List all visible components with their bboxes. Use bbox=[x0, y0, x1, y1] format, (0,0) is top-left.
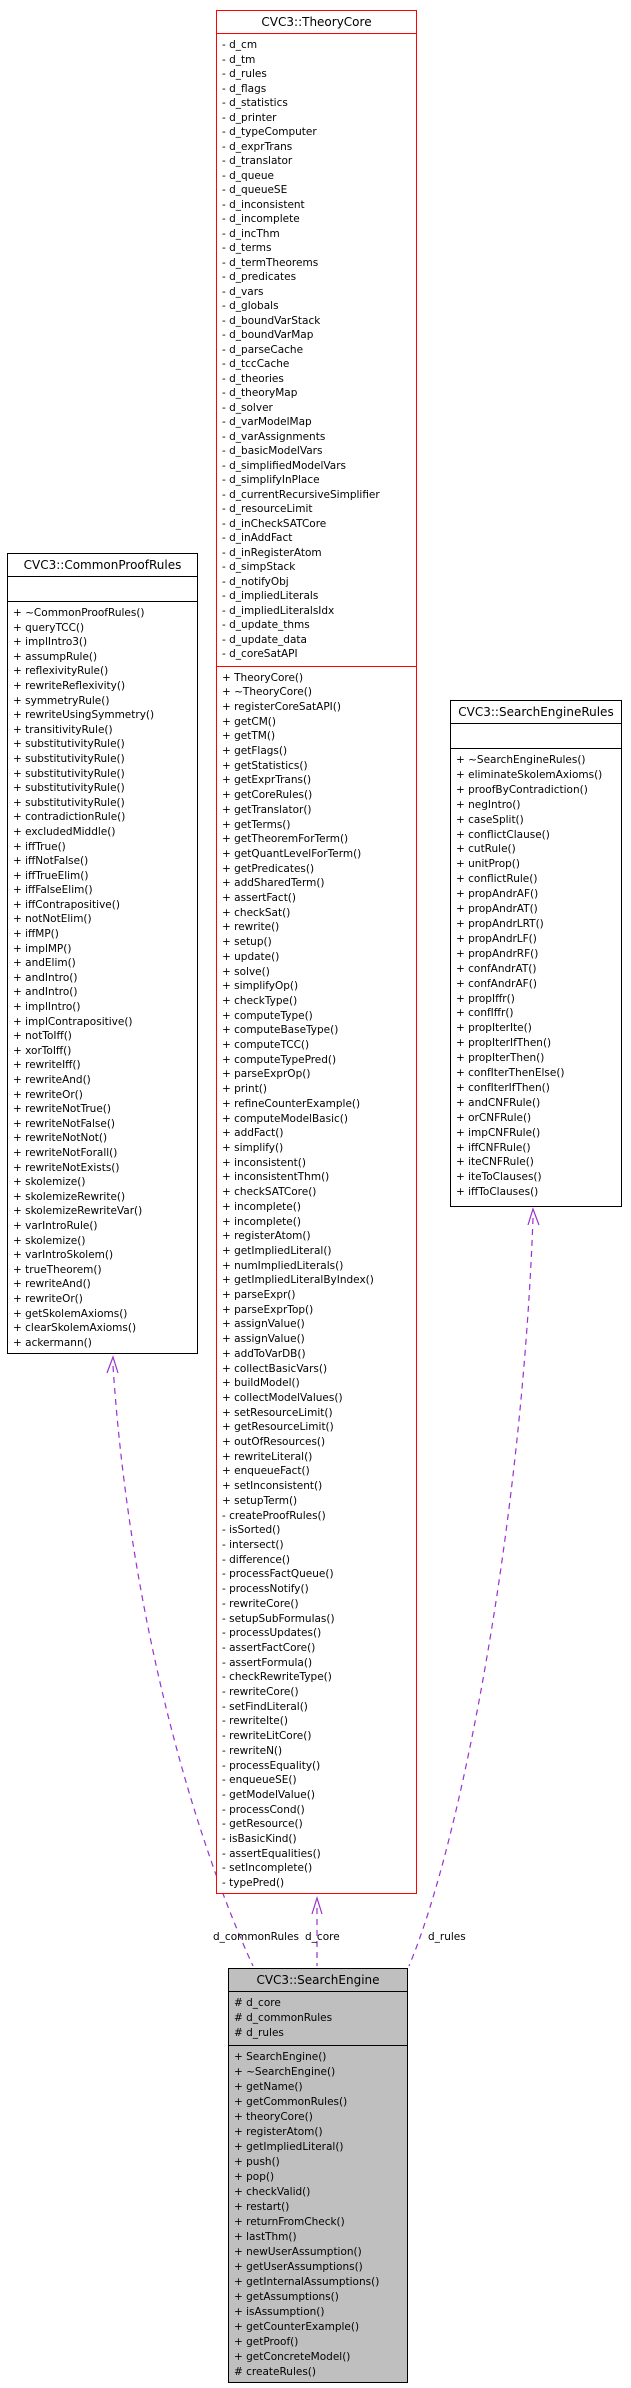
member-row: + update() bbox=[222, 950, 280, 963]
member-row: - d_inCheckSATCore bbox=[222, 517, 327, 530]
member-row: + pop() bbox=[234, 2171, 275, 2183]
class-box-common-proof-rules[interactable] bbox=[7, 553, 198, 1354]
member-row: - d_parseCache bbox=[222, 343, 304, 356]
member-row: + getTerms() bbox=[222, 818, 291, 831]
member-row: + parseExprTop() bbox=[222, 1303, 314, 1316]
member-row: + checkType() bbox=[222, 994, 298, 1007]
member-row: + rewriteOr() bbox=[13, 1088, 83, 1101]
member-row: + substitutivityRule() bbox=[13, 752, 125, 765]
member-row: - d_inAddFact bbox=[222, 532, 293, 544]
member-row: - d_notifyObj bbox=[222, 575, 289, 588]
member-row: + iffMP() bbox=[13, 928, 59, 941]
member-row: + skolemize() bbox=[13, 1234, 86, 1247]
member-row: - assertFormula() bbox=[222, 1656, 313, 1669]
class-box-search-engine[interactable] bbox=[228, 1968, 408, 2383]
member-row: - d_cm bbox=[222, 39, 258, 51]
member-row: + implContrapositive() bbox=[13, 1015, 133, 1028]
member-row: + confIterThenElse() bbox=[456, 1067, 565, 1080]
member-row: + iffNotFalse() bbox=[13, 855, 89, 868]
member-row: - d_rules bbox=[222, 68, 267, 80]
member-row: # d_rules bbox=[234, 2027, 284, 2039]
methods-section-search-engine-rules bbox=[451, 749, 621, 1204]
member-row: + computeModelBasic() bbox=[222, 1112, 348, 1125]
member-row: - d_resourceLimit bbox=[222, 503, 313, 515]
member-row: + getTM() bbox=[222, 730, 276, 743]
class-box-search-engine-rules[interactable] bbox=[450, 700, 622, 1207]
member-row: - checkRewriteType() bbox=[222, 1671, 332, 1684]
member-row: + proofByContradiction() bbox=[456, 783, 588, 796]
member-row: + orCNFRule() bbox=[456, 1111, 532, 1124]
member-row: + varIntroRule() bbox=[13, 1219, 98, 1232]
edge-label-d-rules: d_rules bbox=[428, 1931, 466, 1943]
member-row: + conflictClause() bbox=[456, 828, 550, 841]
member-row: - d_statistics bbox=[222, 97, 288, 109]
member-row: + unitProp() bbox=[456, 858, 520, 871]
member-row: + confIffr() bbox=[456, 1007, 514, 1020]
member-row: + parseExpr() bbox=[222, 1289, 296, 1302]
member-row: - d_currentRecursiveSimplifier bbox=[222, 488, 380, 501]
member-row: + propIterIte() bbox=[456, 1022, 532, 1035]
member-row: - enqueueSE() bbox=[222, 1774, 297, 1787]
member-row: + getConcreteModel() bbox=[234, 2351, 351, 2363]
member-row: + newUserAssumption() bbox=[234, 2246, 362, 2258]
member-row: + queryTCC() bbox=[13, 621, 85, 634]
member-row: - rewriteLitCore() bbox=[222, 1730, 312, 1743]
member-row: - setupSubFormulas() bbox=[222, 1612, 335, 1625]
member-row: - d_tm bbox=[222, 53, 256, 66]
member-row: + propIterIfThen() bbox=[456, 1037, 552, 1050]
member-row: - rewriteIte() bbox=[222, 1715, 288, 1728]
member-row: + negIntro() bbox=[456, 798, 521, 811]
member-row: - d_exprTrans bbox=[222, 140, 293, 153]
member-row: - rewriteCore() bbox=[222, 1597, 299, 1610]
member-row: + getTheoremForTerm() bbox=[222, 833, 349, 846]
member-row: - d_globals bbox=[222, 300, 279, 312]
member-row: + collectBasicVars() bbox=[222, 1362, 328, 1375]
member-row: + rewriteNotFalse() bbox=[13, 1117, 116, 1130]
member-row: + skolemize() bbox=[13, 1176, 86, 1189]
member-row: + getProof() bbox=[234, 2336, 299, 2348]
member-row: + addToVarDB() bbox=[222, 1347, 306, 1360]
member-row: + rewriteIff() bbox=[13, 1059, 81, 1072]
member-row: + implMP() bbox=[13, 942, 72, 955]
member-row: - d_varAssignments bbox=[222, 430, 326, 443]
member-row: + inconsistentThm() bbox=[222, 1171, 330, 1184]
member-row: + checkValid() bbox=[234, 2186, 311, 2198]
member-row: + lastThm() bbox=[234, 2231, 297, 2243]
member-row: + xorToIff() bbox=[13, 1044, 72, 1057]
member-row: - d_predicates bbox=[222, 271, 297, 283]
member-row: + confIterIfThen() bbox=[456, 1081, 550, 1094]
member-row: + getFlags() bbox=[222, 745, 288, 758]
member-row: + assignValue() bbox=[222, 1318, 305, 1331]
member-row: - setFindLiteral() bbox=[222, 1700, 308, 1713]
member-row: + push() bbox=[234, 2156, 280, 2168]
member-row: - createProofRules() bbox=[222, 1509, 326, 1522]
member-row: + propAndrLRT() bbox=[456, 917, 544, 930]
member-row: - d_queue bbox=[222, 169, 274, 182]
member-row: - d_simplifiedModelVars bbox=[222, 459, 347, 472]
member-row: - d_queueSE bbox=[222, 184, 288, 196]
member-row: - d_incomplete bbox=[222, 213, 300, 225]
member-row: + setResourceLimit() bbox=[222, 1406, 333, 1419]
member-row: + substitutivityRule() bbox=[13, 782, 125, 795]
member-row: - d_termTheorems bbox=[222, 256, 319, 269]
member-row: + iffToClauses() bbox=[456, 1186, 539, 1199]
member-row: + reflexivityRule() bbox=[13, 665, 109, 678]
member-row: + setInconsistent() bbox=[222, 1480, 323, 1493]
member-row: + restart() bbox=[234, 2201, 290, 2213]
member-row: + getResourceLimit() bbox=[222, 1421, 334, 1434]
edge-label-d-core: d_core bbox=[305, 1931, 340, 1943]
member-row: + computeTypePred() bbox=[222, 1053, 337, 1066]
member-row: # createRules() bbox=[234, 2366, 316, 2378]
member-row: - d_basicModelVars bbox=[222, 445, 323, 457]
member-row: + transitivityRule() bbox=[13, 723, 113, 736]
member-row: + trueTheorem() bbox=[13, 1263, 102, 1276]
member-row: + checkSat() bbox=[222, 906, 291, 919]
member-row: + outOfResources() bbox=[222, 1436, 326, 1449]
member-row: - getModelValue() bbox=[222, 1788, 315, 1801]
member-row: + buildModel() bbox=[222, 1377, 300, 1390]
member-row: + substitutivityRule() bbox=[13, 738, 125, 751]
member-row: - d_simpStack bbox=[222, 561, 296, 573]
member-row: + rewriteLiteral() bbox=[222, 1450, 313, 1463]
member-row: + excludedMiddle() bbox=[13, 825, 116, 838]
member-row: - d_boundVarMap bbox=[222, 329, 314, 341]
member-row: - d_vars bbox=[222, 285, 264, 298]
member-row: + registerCoreSatAPI() bbox=[222, 700, 341, 713]
member-row: + propAndrRF() bbox=[456, 947, 539, 960]
member-row: - d_terms bbox=[222, 242, 272, 254]
member-row: - processFactQueue() bbox=[222, 1568, 334, 1581]
member-row: + collectModelValues() bbox=[222, 1391, 343, 1404]
member-row: + ~SearchEngine() bbox=[234, 2066, 336, 2078]
member-row: + getImpliedLiteral() bbox=[222, 1244, 332, 1257]
member-row: + getAssumptions() bbox=[234, 2291, 339, 2303]
class-title-search-engine-rules: CVC3::SearchEngineRules bbox=[451, 701, 621, 724]
member-row: + rewriteUsingSymmetry() bbox=[13, 709, 155, 722]
member-row: - d_varModelMap bbox=[222, 416, 312, 428]
member-row: + getExprTrans() bbox=[222, 774, 312, 787]
methods-section-common-proof-rules bbox=[8, 602, 197, 1354]
methods-section-search-engine bbox=[229, 2046, 407, 2384]
attributes-section-theory-core bbox=[217, 34, 416, 667]
member-row: + getStatistics() bbox=[222, 759, 308, 772]
member-row: + symmetryRule() bbox=[13, 694, 110, 707]
member-row: + andIntro() bbox=[13, 971, 78, 984]
member-row: + rewriteNotNot() bbox=[13, 1132, 108, 1145]
member-row: + getTranslator() bbox=[222, 803, 312, 816]
member-row: + computeType() bbox=[222, 1009, 313, 1022]
member-row: + ~TheoryCore() bbox=[222, 686, 312, 699]
member-row: + computeTCC() bbox=[222, 1039, 310, 1052]
member-row: + addFact() bbox=[222, 1127, 284, 1140]
member-row: + andElim() bbox=[13, 957, 76, 970]
member-row: - d_coreSatAPI bbox=[222, 648, 298, 660]
member-row: + numImpliedLiterals() bbox=[222, 1259, 344, 1272]
member-row: + iffTrue() bbox=[13, 840, 66, 853]
member-row: + getCoreRules() bbox=[222, 789, 313, 802]
member-row: + getInternalAssumptions() bbox=[234, 2276, 380, 2288]
member-row: - d_inconsistent bbox=[222, 198, 305, 211]
member-row: + ~SearchEngineRules() bbox=[456, 754, 586, 766]
member-row: + rewriteAnd() bbox=[13, 1074, 91, 1086]
arrowhead-d-rules bbox=[528, 1209, 539, 1225]
member-row: + checkSATCore() bbox=[222, 1186, 317, 1199]
member-row: + isAssumption() bbox=[234, 2306, 325, 2318]
member-row: - typePred() bbox=[222, 1877, 285, 1890]
member-row: - intersect() bbox=[222, 1538, 284, 1551]
member-row: + TheoryCore() bbox=[222, 671, 304, 684]
member-row: + simplify() bbox=[222, 1142, 284, 1154]
member-row: - difference() bbox=[222, 1553, 291, 1566]
member-row: + getCounterExample() bbox=[234, 2321, 360, 2333]
member-row: - d_update_data bbox=[222, 633, 307, 646]
member-row: - d_solver bbox=[222, 401, 273, 414]
member-row: + skolemizeRewriteVar() bbox=[13, 1205, 143, 1218]
member-row: + iteToClauses() bbox=[456, 1171, 542, 1184]
member-row: - d_impliedLiterals bbox=[222, 590, 319, 602]
member-row: - d_simplifyInPlace bbox=[222, 474, 320, 486]
member-row: - d_theories bbox=[222, 372, 284, 385]
member-row: + notToIff() bbox=[13, 1030, 72, 1043]
member-row: + confAndrAT() bbox=[456, 962, 537, 975]
member-row: - d_translator bbox=[222, 155, 293, 167]
member-row: + computeBaseType() bbox=[222, 1024, 339, 1037]
class-title-theory-core: CVC3::TheoryCore bbox=[217, 11, 416, 34]
attributes-section-search-engine-rules bbox=[451, 724, 621, 749]
member-row: + eliminateSkolemAxioms() bbox=[456, 768, 603, 781]
member-row: + rewriteAnd() bbox=[13, 1278, 91, 1291]
member-row: - assertFactCore() bbox=[222, 1641, 316, 1654]
member-row: + returnFromCheck() bbox=[234, 2216, 345, 2228]
member-row: - processUpdates() bbox=[222, 1627, 322, 1640]
member-row: + propAndrAF() bbox=[456, 888, 539, 901]
methods-section-theory-core bbox=[217, 667, 416, 1895]
member-row: - d_impliedLiteralsIdx bbox=[222, 604, 335, 617]
member-row: + rewriteNotTrue() bbox=[13, 1103, 111, 1116]
member-row: + propIffr() bbox=[456, 992, 515, 1005]
member-row: + propAndrLF() bbox=[456, 932, 537, 945]
member-row: + getCM() bbox=[222, 715, 276, 728]
member-row: + notNotElim() bbox=[13, 913, 92, 926]
member-row: + ~CommonProofRules() bbox=[13, 607, 145, 619]
member-row: + iffContrapositive() bbox=[13, 898, 120, 911]
member-row: + assertFact() bbox=[222, 892, 296, 905]
member-row: + cutRule() bbox=[456, 843, 516, 856]
member-row: + andIntro() bbox=[13, 986, 78, 999]
member-row: + substitutivityRule() bbox=[13, 796, 125, 809]
edge-label-d-commonRules: d_commonRules bbox=[213, 1931, 299, 1943]
member-row: + enqueueFact() bbox=[222, 1465, 310, 1478]
member-row: + skolemizeRewrite() bbox=[13, 1190, 126, 1203]
member-row: - d_flags bbox=[222, 82, 267, 95]
member-row: + iffTrueElim() bbox=[13, 869, 89, 882]
member-row: + getQuantLevelForTerm() bbox=[222, 847, 362, 860]
member-row: + getCommonRules() bbox=[234, 2096, 348, 2108]
class-title-search-engine: CVC3::SearchEngine bbox=[229, 1969, 407, 1992]
attributes-section-common-proof-rules bbox=[8, 577, 197, 602]
attributes-section-search-engine bbox=[229, 1992, 407, 2046]
edge-d-rules bbox=[409, 1218, 533, 1966]
member-row: + addSharedTerm() bbox=[222, 877, 325, 890]
member-row: + getImpliedLiteralByIndex() bbox=[222, 1274, 374, 1287]
class-box-theory-core[interactable] bbox=[216, 10, 417, 1894]
member-row: + getUserAssumptions() bbox=[234, 2261, 363, 2273]
member-row: + ackermann() bbox=[13, 1336, 92, 1349]
member-row: - rewriteCore() bbox=[222, 1686, 299, 1699]
member-row: + setupTerm() bbox=[222, 1494, 298, 1507]
member-row: - processCond() bbox=[222, 1803, 305, 1816]
member-row: + getSkolemAxioms() bbox=[13, 1307, 128, 1320]
member-row: + setup() bbox=[222, 936, 272, 949]
member-row: # d_core bbox=[234, 1997, 281, 2009]
member-row: + registerAtom() bbox=[222, 1230, 311, 1243]
member-row: + caseSplit() bbox=[456, 813, 524, 826]
member-row: - setIncomplete() bbox=[222, 1862, 313, 1875]
member-row: + inconsistent() bbox=[222, 1156, 306, 1169]
member-row: + theoryCore() bbox=[234, 2111, 313, 2123]
member-row: + SearchEngine() bbox=[234, 2051, 327, 2063]
class-title-common-proof-rules: CVC3::CommonProofRules bbox=[8, 554, 197, 577]
member-row: - d_inRegisterAtom bbox=[222, 546, 322, 559]
member-row: - d_theoryMap bbox=[222, 387, 298, 399]
member-row: + propIterThen() bbox=[456, 1052, 545, 1065]
member-row: + getName() bbox=[234, 2081, 303, 2093]
member-row: - d_boundVarStack bbox=[222, 314, 321, 327]
member-row: - d_typeComputer bbox=[222, 126, 317, 138]
member-row: + confAndrAF() bbox=[456, 977, 537, 990]
member-row: + iffFalseElim() bbox=[13, 884, 93, 897]
member-row: + simplifyOp() bbox=[222, 980, 299, 993]
member-row: - rewriteN() bbox=[222, 1744, 283, 1757]
member-row: + incomplete() bbox=[222, 1200, 301, 1213]
member-row: - processNotify() bbox=[222, 1583, 309, 1596]
member-row: + solve() bbox=[222, 965, 270, 978]
member-row: - getResource() bbox=[222, 1818, 303, 1831]
member-row: - d_update_thms bbox=[222, 619, 310, 631]
member-row: + rewriteOr() bbox=[13, 1292, 83, 1305]
member-row: - d_printer bbox=[222, 111, 277, 124]
member-row: + conflictRule() bbox=[456, 873, 538, 886]
arrowhead-d-commonRules bbox=[107, 1357, 118, 1373]
member-row: - d_incThm bbox=[222, 227, 280, 240]
member-row: + assignValue() bbox=[222, 1333, 305, 1346]
member-row: + incomplete() bbox=[222, 1215, 301, 1228]
member-row: + print() bbox=[222, 1083, 267, 1096]
member-row: # d_commonRules bbox=[234, 2012, 333, 2024]
member-row: + varIntroSkolem() bbox=[13, 1249, 114, 1262]
member-row: + andCNFRule() bbox=[456, 1096, 541, 1109]
member-row: - assertEqualities() bbox=[222, 1847, 321, 1860]
member-row: + contradictionRule() bbox=[13, 811, 126, 824]
member-row: - isSorted() bbox=[222, 1524, 281, 1537]
member-row: + propAndrAT() bbox=[456, 903, 538, 916]
member-row: + implIntro() bbox=[13, 1001, 81, 1014]
member-row: + impCNFRule() bbox=[456, 1126, 541, 1139]
member-row: + iffCNFRule() bbox=[456, 1141, 531, 1154]
member-row: + parseExprOp() bbox=[222, 1068, 311, 1081]
member-row: + clearSkolemAxioms() bbox=[13, 1322, 137, 1335]
member-row: + assumpRule() bbox=[13, 650, 98, 663]
member-row: + rewrite() bbox=[222, 921, 280, 934]
member-row: + rewriteNotExists() bbox=[13, 1161, 120, 1174]
member-row: + refineCounterExample() bbox=[222, 1097, 361, 1110]
member-row: + iteCNFRule() bbox=[456, 1156, 534, 1169]
member-row: - d_tccCache bbox=[222, 358, 290, 370]
member-row: - processEquality() bbox=[222, 1759, 321, 1772]
member-row: + rewriteNotForall() bbox=[13, 1146, 118, 1159]
member-row: + rewriteReflexivity() bbox=[13, 679, 126, 692]
member-row: - isBasicKind() bbox=[222, 1833, 297, 1846]
member-row: + substitutivityRule() bbox=[13, 767, 125, 780]
member-row: + getPredicates() bbox=[222, 862, 315, 875]
member-row: + registerAtom() bbox=[234, 2126, 323, 2138]
member-row: + implIntro3() bbox=[13, 636, 88, 649]
member-row: + getImpliedLiteral() bbox=[234, 2141, 344, 2153]
